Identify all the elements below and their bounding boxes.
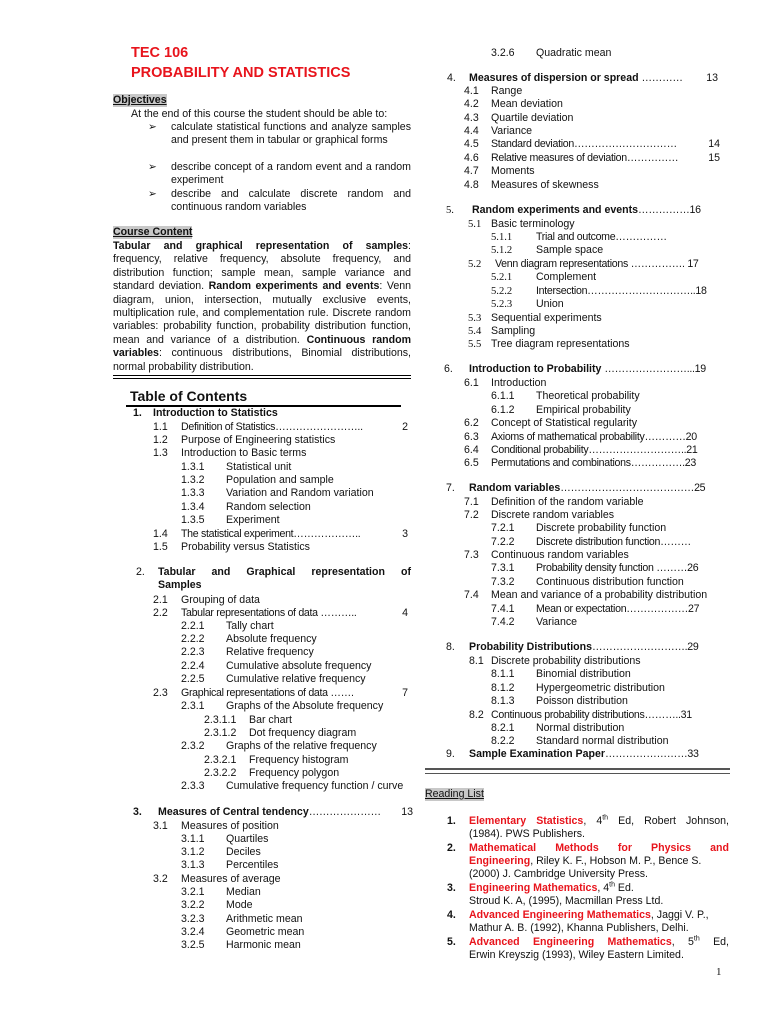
reading-item-number: 4.	[447, 909, 456, 921]
toc-item-number: 4.1	[464, 85, 479, 97]
toc-item-number: 2.2.1	[181, 620, 205, 632]
toc-item-number: 3.2.5	[181, 939, 205, 951]
toc-item-number: 5.3	[468, 313, 482, 324]
reading-item-text: Stroud K. A, (1995), Macmillan Press Ltd.	[469, 895, 664, 907]
toc-section-number: 4.	[447, 72, 456, 84]
toc-item-number: 1.2	[153, 434, 168, 446]
toc-item[interactable]: Experiment	[226, 514, 280, 526]
toc-item-number: 1.3.1	[181, 461, 205, 473]
toc-item[interactable]: Frequency polygon	[249, 767, 340, 779]
toc-item-number: 6.3	[464, 431, 479, 443]
toc-item-number: 2.3.2.1	[204, 754, 237, 766]
toc-item[interactable]: Graphical representations of data …….	[181, 687, 354, 699]
toc-item-number: 5.2.2	[491, 286, 513, 297]
toc-section-title[interactable]: Probability Distributions……………………….29	[469, 641, 699, 653]
toc-page-number: 14	[708, 138, 720, 150]
reading-item-text: Erwin Kreyszig (1993), Wiley Eastern Limited.	[469, 949, 684, 961]
toc-item-number: 4.4	[464, 125, 479, 137]
toc-page-number: 13	[401, 806, 413, 818]
divider	[113, 375, 411, 376]
toc-item-number: 2.2.3	[181, 646, 205, 658]
toc-item[interactable]: Absolute frequency	[226, 633, 317, 645]
divider	[113, 378, 411, 379]
toc-page-number: 13	[706, 72, 718, 84]
toc-page-number: 2	[402, 421, 408, 433]
toc-item-number: 7.4	[464, 589, 479, 601]
toc-item-number: 6.4	[464, 444, 479, 456]
toc-item-number: 6.1	[464, 377, 479, 389]
toc-item-number: 1.4	[153, 528, 168, 540]
toc-item[interactable]: Relative frequency	[226, 646, 314, 658]
toc-item-number: 7.3.2	[491, 576, 515, 588]
toc-item-number: 6.1.1	[491, 390, 515, 402]
toc-item[interactable]: Dot frequency diagram	[249, 727, 357, 739]
reading-item[interactable]: Engineering Mathematics, 4th Ed.	[469, 881, 634, 894]
toc-item-number: 2.3.1	[181, 700, 205, 712]
toc-item[interactable]: Complement	[536, 271, 597, 283]
toc-item[interactable]: Union	[536, 298, 564, 310]
toc-item[interactable]: Tree diagram representations	[491, 338, 630, 350]
toc-section-title[interactable]: Tabular and Graphical representation of	[158, 566, 411, 578]
toc-page-number: 7	[402, 687, 408, 699]
reading-item[interactable]: Elementary Statistics, 4th Ed, Robert Johnson,	[469, 814, 730, 827]
toc-item-number: 1.3	[153, 447, 168, 459]
toc-item-number: 6.2	[464, 417, 479, 429]
reading-item-text: Engineering, Riley K. F., Hobson M. P., Bence S.	[469, 855, 702, 867]
toc-item-number: 3.2.1	[181, 886, 205, 898]
toc-item-number: 3.2.6	[491, 47, 515, 59]
toc-item-number: 4.8	[464, 179, 479, 191]
bullet-arrow-icon: ➢	[148, 121, 157, 133]
toc-item[interactable]: Moments	[491, 165, 535, 177]
toc-item-number: 4.5	[464, 138, 479, 150]
toc-item[interactable]: Random selection	[226, 501, 311, 513]
toc-item[interactable]: Measures of average	[181, 873, 281, 885]
toc-item[interactable]: Definition of Statistics……………………..	[181, 421, 363, 433]
course-code: TEC 106	[131, 45, 189, 61]
reading-item-number: 3.	[447, 882, 456, 894]
toc-item-number: 3.1	[153, 820, 168, 832]
toc-item-number: 3.2.3	[181, 913, 205, 925]
toc-item-number: 6.1.2	[491, 404, 515, 416]
toc-item[interactable]: Arithmetic mean	[226, 913, 303, 925]
objectives-heading: Objectives	[113, 94, 167, 106]
toc-item[interactable]: Probability versus Statistics	[181, 541, 310, 553]
toc-section-title[interactable]: Sample Examination Paper……………………33	[469, 748, 699, 760]
toc-item-number: 8.1	[469, 655, 484, 667]
toc-section-title[interactable]: Measures of dispersion or spread …………	[469, 72, 683, 84]
toc-page-number: 4	[402, 607, 408, 619]
bullet-arrow-icon: ➢	[148, 161, 157, 173]
toc-item[interactable]: Population and sample	[226, 474, 334, 486]
toc-item[interactable]: Theoretical probability	[536, 390, 640, 402]
objective-item: calculate statistical functions and analyze samples and present them in tabular or graphical forms	[171, 121, 411, 147]
toc-item-number: 1.3.3	[181, 487, 205, 499]
toc-item-number: 7.2.1	[491, 522, 515, 534]
toc-item[interactable]: Sample space	[536, 244, 604, 256]
objectives-intro: At the end of this course the student should be able to:	[131, 108, 388, 120]
reading-item-number: 2.	[447, 842, 456, 854]
toc-item[interactable]: Variation and Random variation	[226, 487, 374, 499]
toc-section-title[interactable]: Introduction to Probability ……………………...19	[469, 363, 706, 375]
toc-item-number: 5.4	[468, 326, 482, 337]
toc-item[interactable]: Cumulative absolute frequency	[226, 660, 372, 672]
toc-item[interactable]: Standard deviation…………………………	[491, 138, 677, 150]
toc-item-number: 7.4.1	[491, 603, 515, 615]
toc-item[interactable]: Basic terminology	[491, 218, 575, 230]
toc-item[interactable]: Introduction to Basic terms	[181, 447, 307, 459]
toc-item[interactable]: Relative measures of deviation……………	[491, 152, 679, 164]
toc-item[interactable]: Conditional probability………………………..21	[491, 444, 698, 456]
toc-item[interactable]: Grouping of data	[181, 594, 260, 606]
toc-item[interactable]: Statistical unit	[226, 461, 292, 473]
toc-item[interactable]: Probability density function ………26	[536, 562, 699, 574]
toc-item-number: 3.2.4	[181, 926, 205, 938]
toc-item[interactable]: Frequency histogram	[249, 754, 349, 766]
toc-item[interactable]: Geometric mean	[226, 926, 305, 938]
page-number: 1	[716, 966, 722, 978]
toc-item-number: 2.2.2	[181, 633, 205, 645]
toc-item[interactable]: Binomial distribution	[536, 668, 631, 680]
toc-item[interactable]: Quartiles	[226, 833, 269, 845]
reading-item-text: (2000) J. Cambridge University Press.	[469, 868, 648, 880]
toc-section-title[interactable]: Random variables…………………………………25	[469, 482, 706, 494]
toc-item-number: 5.2.1	[491, 272, 513, 283]
toc-item[interactable]: Permutations and combinations…………….23	[491, 457, 696, 469]
toc-item-number: 4.7	[464, 165, 479, 177]
toc-item[interactable]: Purpose of Engineering statistics	[181, 434, 336, 446]
toc-item-number: 7.2	[464, 509, 479, 521]
toc-item-number: 1.3.2	[181, 474, 205, 486]
toc-item[interactable]: Measures of skewness	[491, 179, 599, 191]
toc-item[interactable]: Tabular representations of data ………..	[181, 607, 357, 619]
toc-item-number: 3.2	[153, 873, 168, 885]
toc-item-number: 2.1	[153, 594, 168, 606]
toc-item[interactable]: Discrete distribution function………	[536, 536, 691, 548]
reading-item-text: (1984). PWS Publishers.	[469, 828, 585, 840]
toc-item-number: 4.3	[464, 112, 479, 124]
toc-item[interactable]: Mean and variance of a probability distribution	[491, 589, 708, 601]
reading-item[interactable]: Advanced Engineering Mathematics, 5th Ed,	[469, 935, 729, 948]
toc-item[interactable]: Continuous probability distributions………..31	[491, 709, 692, 721]
toc-item[interactable]: Variance	[491, 125, 533, 137]
toc-item[interactable]: Normal distribution	[536, 722, 625, 734]
toc-item[interactable]: Percentiles	[226, 859, 279, 871]
toc-item-number: 8.2	[469, 709, 484, 721]
toc-item[interactable]: Deciles	[226, 846, 261, 858]
toc-section-number: 7.	[446, 482, 455, 494]
toc-item-number: 2.2	[153, 607, 168, 619]
toc-item[interactable]: Range	[491, 85, 523, 97]
toc-item-number: 2.3	[153, 687, 168, 699]
toc-section-number: 2.	[136, 566, 145, 578]
toc-section-number: 3.	[133, 806, 142, 818]
reading-item-number: 1.	[447, 815, 456, 827]
toc-item-number: 6.5	[464, 457, 479, 469]
toc-item[interactable]: Cumulative frequency function / curve	[226, 780, 404, 792]
toc-item[interactable]: Axioms of mathematical probability…………20	[491, 431, 697, 443]
toc-item[interactable]: Concept of Statistical regularity	[491, 417, 638, 429]
toc-item-number: 3.1.2	[181, 846, 205, 858]
toc-item-number: 7.1	[464, 496, 479, 508]
toc-item-number: 8.2.2	[491, 735, 515, 747]
toc-item[interactable]: Trial and outcome……………	[536, 231, 667, 243]
toc-section-title[interactable]: Measures of Central tendency…………………	[158, 806, 381, 818]
toc-item[interactable]: Empirical probability	[536, 404, 631, 416]
toc-section-title[interactable]: Introduction to Statistics	[153, 407, 278, 419]
course-content-body: Tabular and graphical representation of samples: frequency, relative frequency, absolute frequency, and distribution function; sample mean, sample variance and standard deviation. Random experiments and events: Venn diagram, union, intersection, mutually exclusive events, multiplication rule, and complementation rule. Discrete random variables: probability function, probability distribution function, mean and variance of a distribution. Continuous random variables: continuous distributions, Binomial distributions, normal probability distribution.	[113, 240, 411, 373]
toc-item[interactable]: Continuous random variables	[491, 549, 629, 561]
toc-section-number: 9.	[446, 748, 455, 760]
toc-item[interactable]: Mean deviation	[491, 98, 563, 110]
toc-section-number: 5.	[446, 205, 454, 216]
toc-item-number: 2.3.3	[181, 780, 205, 792]
reading-item[interactable]: Mathematical Methods for Physics and	[469, 842, 729, 854]
toc-item[interactable]: Venn diagram representations ……………. 17	[495, 258, 699, 270]
toc-item-number: 8.1.2	[491, 682, 515, 694]
toc-item[interactable]: Graphs of the Absolute frequency	[226, 700, 384, 712]
toc-item-number: 5.1.2	[491, 245, 513, 256]
toc-item[interactable]: Harmonic mean	[226, 939, 301, 951]
toc-item-number: 7.3.1	[491, 562, 515, 574]
toc-item-number: 2.2.5	[181, 673, 205, 685]
toc-item[interactable]: Sampling	[491, 325, 536, 337]
toc-item-number: 7.4.2	[491, 616, 515, 628]
toc-item[interactable]: Mean or expectation………………27	[536, 603, 700, 615]
toc-item[interactable]: The statistical experiment………………..	[181, 528, 361, 540]
toc-item-number: 5.1.1	[491, 232, 513, 243]
toc-item[interactable]: Median	[226, 886, 261, 898]
toc-item[interactable]: Quadratic mean	[536, 47, 612, 59]
toc-item-number: 5.2.3	[491, 299, 513, 310]
toc-item-number: 7.3	[464, 549, 479, 561]
toc-item-number: 4.2	[464, 98, 479, 110]
reading-item-text: Mathur A. B. (1992), Khanna Publishers, Delhi.	[469, 922, 689, 934]
toc-item[interactable]: Quartile deviation	[491, 112, 574, 124]
objective-item: describe and calculate discrete random and continuous random variables	[171, 188, 411, 214]
reading-list-heading: Reading List	[425, 788, 484, 800]
toc-item[interactable]: Definition of the random variable	[491, 496, 644, 508]
toc-page-number: 3	[402, 528, 408, 540]
divider	[425, 773, 730, 774]
toc-item[interactable]: Intersection…………………………..18	[536, 285, 707, 297]
toc-item-number: 8.2.1	[491, 722, 515, 734]
toc-section-number: 1.	[133, 407, 142, 419]
toc-item-number: 2.3.1.1	[204, 714, 237, 726]
toc-item-number: 1.1	[153, 421, 168, 433]
toc-item-number: 2.3.1.2	[204, 727, 237, 739]
toc-item[interactable]: Continuous distribution function	[536, 576, 684, 588]
toc-item-number: 1.3.4	[181, 501, 205, 513]
reading-item[interactable]: Advanced Engineering Mathematics, Jaggi V. P.,	[469, 909, 709, 921]
toc-item-number: 2.3.2	[181, 740, 205, 752]
toc-section-number: 6.	[444, 363, 453, 375]
toc-item[interactable]: Hypergeometric distribution	[536, 682, 665, 694]
toc-item[interactable]: Standard normal distribution	[536, 735, 669, 747]
toc-item[interactable]: Graphs of the relative frequency	[226, 740, 377, 752]
reading-item-number: 5.	[447, 936, 456, 948]
toc-item[interactable]: Mode	[226, 899, 253, 911]
toc-section-title[interactable]: Random experiments and events……………16	[472, 204, 701, 216]
toc-item-number: 2.3.2.2	[204, 767, 237, 779]
toc-section-number: 8.	[446, 641, 455, 653]
toc-item[interactable]: Discrete probability distributions	[491, 655, 641, 667]
toc-item[interactable]: Introduction	[491, 377, 547, 389]
toc-heading: Table of Contents	[130, 388, 248, 404]
toc-item-number: 1.3.5	[181, 514, 205, 526]
toc-item-number: 3.1.3	[181, 859, 205, 871]
toc-item-number: 7.2.2	[491, 536, 515, 548]
toc-item-number: 4.6	[464, 152, 479, 164]
toc-item[interactable]: Sequential experiments	[491, 312, 602, 324]
toc-item[interactable]: Bar chart	[249, 714, 292, 726]
course-title: PROBABILITY AND STATISTICS	[131, 65, 351, 81]
toc-item[interactable]: Poisson distribution	[536, 695, 628, 707]
toc-item[interactable]: Variance	[536, 616, 578, 628]
bullet-arrow-icon: ➢	[148, 188, 157, 200]
toc-item[interactable]: Tally chart	[226, 620, 274, 632]
toc-item[interactable]: Discrete random variables	[491, 509, 615, 521]
toc-item-number: 8.1.3	[491, 695, 515, 707]
toc-item-number: 5.2	[468, 259, 482, 270]
toc-item-number: 8.1.1	[491, 668, 515, 680]
toc-item-number: 5.1	[468, 219, 482, 230]
toc-item-number: 3.2.2	[181, 899, 205, 911]
toc-item[interactable]: Cumulative relative frequency	[226, 673, 366, 685]
divider	[425, 768, 730, 770]
toc-item[interactable]: Discrete probability function	[536, 522, 667, 534]
toc-page-number: 15	[708, 152, 720, 164]
toc-item-number: 3.1.1	[181, 833, 205, 845]
toc-item-number: 5.5	[468, 339, 482, 350]
toc-section-title[interactable]: Samples	[158, 579, 202, 591]
toc-item-number: 1.5	[153, 541, 168, 553]
toc-item[interactable]: Measures of position	[181, 820, 279, 832]
course-content-heading: Course Content	[113, 226, 193, 238]
toc-item-number: 2.2.4	[181, 660, 205, 672]
objective-item: describe concept of a random event and a random experiment	[171, 161, 411, 187]
